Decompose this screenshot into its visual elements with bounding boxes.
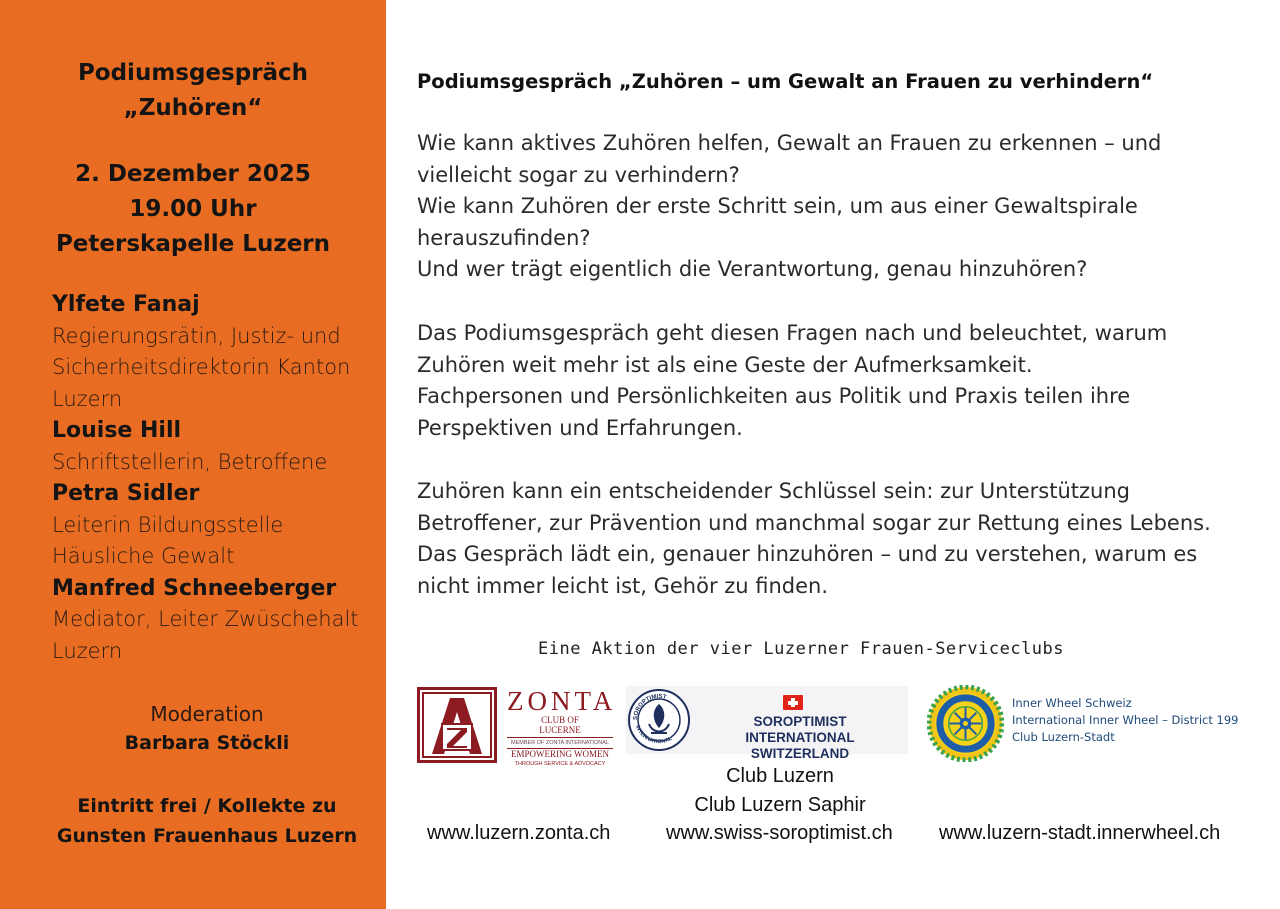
soroptimist-emblem-bottom: INTERNATIONAL bbox=[634, 724, 674, 746]
inner-wheel-line: International Inner Wheel – District 199 bbox=[1012, 713, 1239, 727]
entry-note-line: Gunsten Frauenhaus Luzern bbox=[56, 825, 358, 847]
zonta-club-of: CLUB OF bbox=[541, 715, 579, 725]
event-title-line: „Zuhören“ bbox=[123, 95, 263, 121]
speaker-name: Louise Hill bbox=[52, 418, 182, 443]
speaker-role: Sicherheitsdirektorin Kanton bbox=[52, 355, 351, 379]
event-date-location bbox=[0, 157, 386, 262]
zonta-tagline: EMPOWERING WOMEN bbox=[507, 748, 613, 760]
action-caption: Eine Aktion der vier Luzerner Frauen-Serviceclubs bbox=[538, 639, 1065, 659]
speaker-item bbox=[52, 573, 372, 668]
body-paragraph bbox=[417, 318, 1247, 444]
zonta-logo bbox=[417, 686, 617, 767]
inner-wheel-line: Inner Wheel Schweiz bbox=[1012, 696, 1132, 710]
zonta-url-link[interactable]: www.luzern.zonta.ch bbox=[427, 822, 611, 844]
event-date: 2. Dezember 2025 bbox=[75, 161, 311, 187]
soroptimist-emblem-icon bbox=[627, 688, 691, 752]
zonta-city: LUCERNE bbox=[539, 725, 581, 735]
main-heading: Podiumsgespräch „Zuhören – um Gewalt an Frauen zu verhindern“ bbox=[417, 70, 1154, 93]
speaker-role: Häusliche Gewalt bbox=[52, 544, 235, 568]
paragraph-line: Wie kann Zuhören der erste Schritt sein, um aus einer Gewaltspirale bbox=[417, 194, 1138, 218]
speaker-item bbox=[52, 289, 372, 415]
speaker-name: Ylfete Fanaj bbox=[52, 292, 200, 317]
body-paragraph bbox=[417, 128, 1247, 286]
inner-wheel-emblem-icon bbox=[927, 685, 1004, 762]
moderation-block bbox=[0, 700, 414, 758]
paragraph-line: Zuhören weit mehr ist als eine Geste der Aufmerksamkeit. bbox=[417, 352, 1033, 377]
inner-wheel-line: Club Luzern-Stadt bbox=[1012, 730, 1115, 744]
swiss-flag-icon bbox=[783, 695, 803, 710]
speaker-role: Leiterin Bildungsstelle bbox=[52, 512, 284, 537]
inner-wheel-wordmark bbox=[1012, 695, 1272, 746]
left-info-panel bbox=[0, 0, 386, 909]
paragraph-line: Fachpersonen und Persönlichkeiten aus Politik und Praxis teilen ihre bbox=[417, 384, 1131, 408]
speaker-role: Luzern bbox=[52, 386, 123, 411]
soroptimist-line: SWITZERLAND bbox=[750, 746, 850, 761]
zonta-emblem-icon bbox=[417, 687, 497, 763]
zonta-name: ZONTA bbox=[507, 686, 617, 716]
club-name: Club Luzern Saphir bbox=[694, 794, 866, 816]
zonta-member-note: MEMBER OF ZONTA INTERNATIONAL bbox=[507, 737, 613, 748]
soroptimist-line: SOROPTIMIST INTERNATIONAL bbox=[745, 714, 855, 745]
paragraph-line: Zuhören kann ein entscheidender Schlüssel sein: zur Unterstützung bbox=[417, 479, 1130, 503]
speaker-role: Luzern bbox=[52, 638, 123, 663]
paragraph-line: Das Gespräch lädt ein, genauer hinzuhören – und zu verstehen, warum es bbox=[417, 542, 1198, 566]
speaker-role: Regierungsrätin, Justiz- und bbox=[52, 323, 341, 348]
speaker-item bbox=[52, 415, 372, 478]
paragraph-line: Perspektiven und Erfahrungen. bbox=[417, 415, 743, 440]
speaker-name: Manfred Schneeberger bbox=[52, 575, 337, 601]
inner-wheel-url-link[interactable]: www.luzern-stadt.innerwheel.ch bbox=[939, 822, 1221, 844]
paragraph-line: Das Podiumsgespräch geht diesen Fragen nach und beleuchtet, warum bbox=[417, 321, 1168, 345]
moderator-name: Barbara Stöckli bbox=[124, 732, 290, 754]
moderation-label: Moderation bbox=[150, 702, 264, 726]
soroptimist-url-link[interactable]: www.swiss-soroptimist.ch bbox=[666, 822, 893, 844]
speaker-role: Mediator, Leiter Zwüschehalt bbox=[52, 607, 359, 631]
speaker-list bbox=[52, 289, 372, 667]
paragraph-line: Und wer trägt eigentlich die Verantwortung, genau hinzuhören? bbox=[417, 257, 1088, 281]
event-title bbox=[0, 56, 386, 126]
event-location: Peterskapelle Luzern bbox=[55, 231, 331, 257]
event-title-line: Podiumsgespräch bbox=[77, 60, 309, 86]
paragraph-line: Betroffener, zur Prävention und manchmal sogar zur Rettung eines Lebens. bbox=[417, 510, 1211, 535]
paragraph-line: Wie kann aktives Zuhören helfen, Gewalt an Frauen zu erkennen – und bbox=[417, 131, 1162, 155]
speaker-name: Petra Sidler bbox=[52, 481, 200, 506]
club-names bbox=[580, 762, 980, 820]
club-name: Club Luzern bbox=[726, 765, 834, 787]
entry-note-line: Eintritt frei / Kollekte zu bbox=[77, 795, 337, 817]
paragraph-line: herauszufinden? bbox=[417, 225, 591, 250]
event-time: 19.00 Uhr bbox=[129, 196, 257, 222]
zonta-wordmark bbox=[507, 686, 617, 768]
speaker-role: Schriftstellerin, Betroffene bbox=[52, 449, 328, 474]
zonta-subtagline: THROUGH SERVICE & ADVOCACY bbox=[514, 761, 606, 767]
entry-note bbox=[0, 791, 414, 851]
paragraph-line: vielleicht sogar zu verhindern? bbox=[417, 162, 740, 187]
speaker-item bbox=[52, 478, 372, 573]
body-paragraph bbox=[417, 476, 1247, 602]
paragraph-line: nicht immer leicht ist, Gehör zu finden. bbox=[417, 573, 829, 598]
soroptimist-wordmark bbox=[700, 714, 900, 762]
soroptimist-emblem-top: SOROPTIMIST bbox=[632, 693, 667, 721]
